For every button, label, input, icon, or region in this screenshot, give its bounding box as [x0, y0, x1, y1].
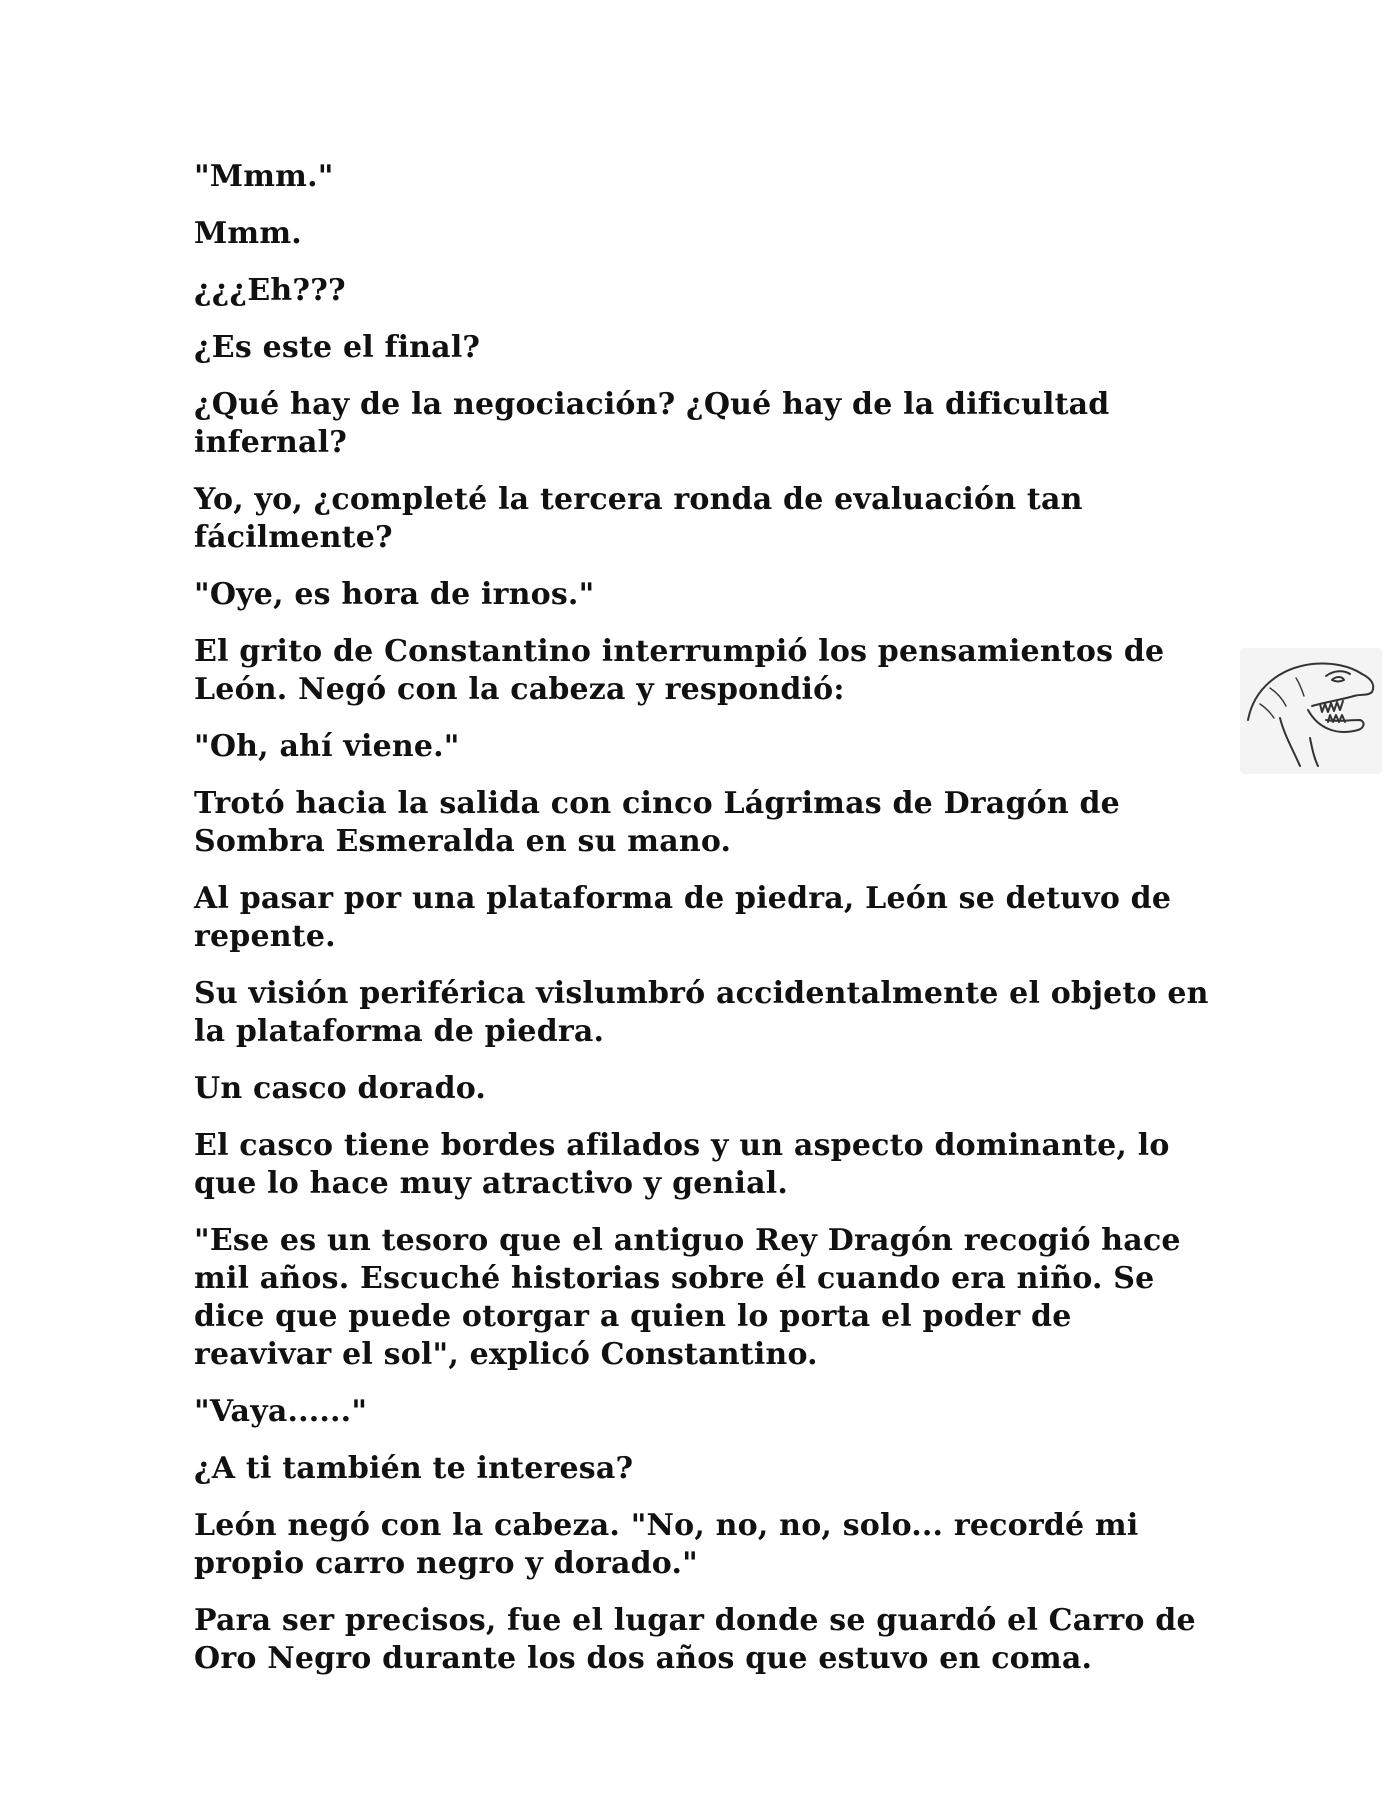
paragraph: El grito de Constantino interrumpió los pensamientos de León. Negó con la cabeza y respondió: [194, 634, 1165, 707]
paragraph: Al pasar por una plataforma de piedra, León se detuvo de repente. [194, 881, 1172, 954]
paragraph: ¿Es este el final? [194, 330, 481, 365]
paragraph: "Ese es un tesoro que el antiguo Rey Dragón recogió hace mil años. Escuché historias sobre él cuando era niño. Se dice que puede otorgar a quien lo porta el poder de reavivar el sol", explicó Constantino. [194, 1223, 1181, 1372]
story-text [194, 158, 1214, 1697]
paragraph: "Oh, ahí viene." [194, 729, 460, 764]
paragraph: Su visión periférica vislumbró accidentalmente el objeto en la plataforma de piedra. [194, 976, 1209, 1049]
paragraph: Yo, yo, ¿completé la tercera ronda de evaluación tan fácilmente? [194, 482, 1083, 555]
dinosaur-head-icon [1240, 648, 1382, 774]
paragraph: "Mmm." [194, 159, 334, 194]
paragraph: ¿A ti también te interesa? [194, 1451, 634, 1486]
paragraph: "Oye, es hora de irnos." [194, 577, 595, 612]
paragraph: León negó con la cabeza. "No, no, no, solo... recordé mi propio carro negro y dorado." [194, 1508, 1139, 1581]
paragraph: ¿¿¿Eh??? [194, 273, 346, 308]
paragraph: El casco tiene bordes afilados y un aspecto dominante, lo que lo hace muy atractivo y genial. [194, 1128, 1170, 1201]
paragraph: Trotó hacia la salida con cinco Lágrimas de Dragón de Sombra Esmeralda en su mano. [194, 786, 1120, 859]
paragraph: "Vaya......" [194, 1394, 368, 1429]
paragraph: ¿Qué hay de la negociación? ¿Qué hay de la dificultad infernal? [194, 387, 1110, 460]
paragraph: Mmm. [194, 216, 302, 251]
paragraph: Un casco dorado. [194, 1071, 487, 1106]
paragraph: Para ser precisos, fue el lugar donde se guardó el Carro de Oro Negro durante los dos años que estuvo en coma. [194, 1603, 1196, 1676]
